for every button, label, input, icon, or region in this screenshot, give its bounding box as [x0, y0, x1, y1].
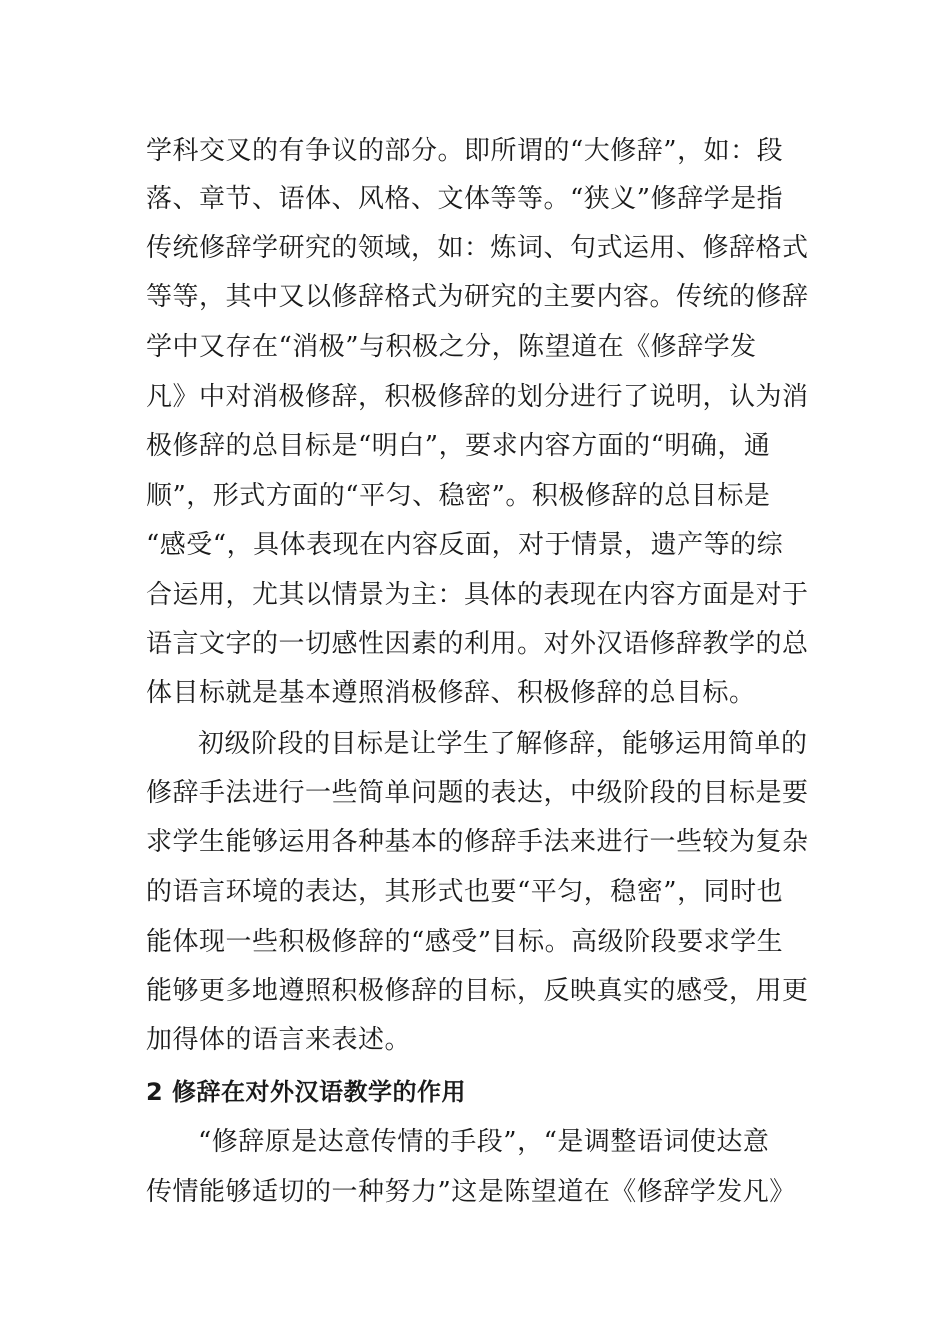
paragraph-line: 能够更多地遵照积极修辞的目标，反映真实的感受，用更 — [146, 976, 809, 1006]
paragraph-line: 求学生能够运用各种基本的修辞手法来进行一些较为复杂 — [146, 827, 809, 857]
paragraph-line: “感受“，具体表现在内容反面，对于情景，遗产等的综 — [146, 530, 784, 560]
paragraph-line: 极修辞的总目标是“明白”，要求内容方面的“明确，通 — [146, 431, 771, 461]
paragraph-line: 加得体的语言来表述。 — [146, 1025, 412, 1055]
paragraph-line: 能体现一些积极修辞的“感受”目标。高级阶段要求学生 — [146, 927, 784, 957]
paragraph-line: 语言文字的一切感性因素的利用。对外汉语修辞教学的总 — [146, 629, 809, 659]
paragraph-line: 的语言环境的表达，其形式也要“平匀，稳密”，同时也 — [146, 877, 784, 907]
paragraph-line: 学科交叉的有争议的部分。即所谓的“大修辞”，如：段 — [146, 136, 784, 166]
paragraph-line: “修辞原是达意传情的手段”，“是调整语词使达意 — [198, 1127, 770, 1157]
paragraph-line: 传统修辞学研究的领域，如：炼词、句式运用、修辞格式 — [146, 233, 809, 263]
paragraph-line: 合运用，尤其以情景为主：具体的表现在内容方面是对于 — [146, 580, 809, 610]
paragraph-line: 传情能够适切的一种努力”这是陈望道在《修辞学发凡》 — [146, 1177, 796, 1207]
paragraph-line: 体目标就是基本遵照消极修辞、积极修辞的总目标。 — [146, 678, 756, 708]
paragraph-line: 落、章节、语体、风格、文体等等。“狭义”修辞学是指 — [146, 184, 784, 214]
paragraph-line: 凡》中对消极修辞，积极修辞的划分进行了说明，认为消 — [146, 382, 809, 412]
paragraph-line: 学中又存在“消极”与积极之分，陈望道在《修辞学发 — [146, 332, 757, 362]
paragraph-line: 修辞手法进行一些简单问题的表达，中级阶段的目标是要 — [146, 778, 809, 808]
paragraph-line: 等等，其中又以修辞格式为研究的主要内容。传统的修辞 — [146, 282, 809, 312]
paragraph-line: 顺”，形式方面的“平匀、稳密”。积极修辞的总目标是 — [146, 481, 771, 511]
paragraph-line: 初级阶段的目标是让学生了解修辞，能够运用简单的 — [198, 729, 808, 759]
section-heading: 2 修辞在对外汉语教学的作用 — [146, 1078, 467, 1106]
